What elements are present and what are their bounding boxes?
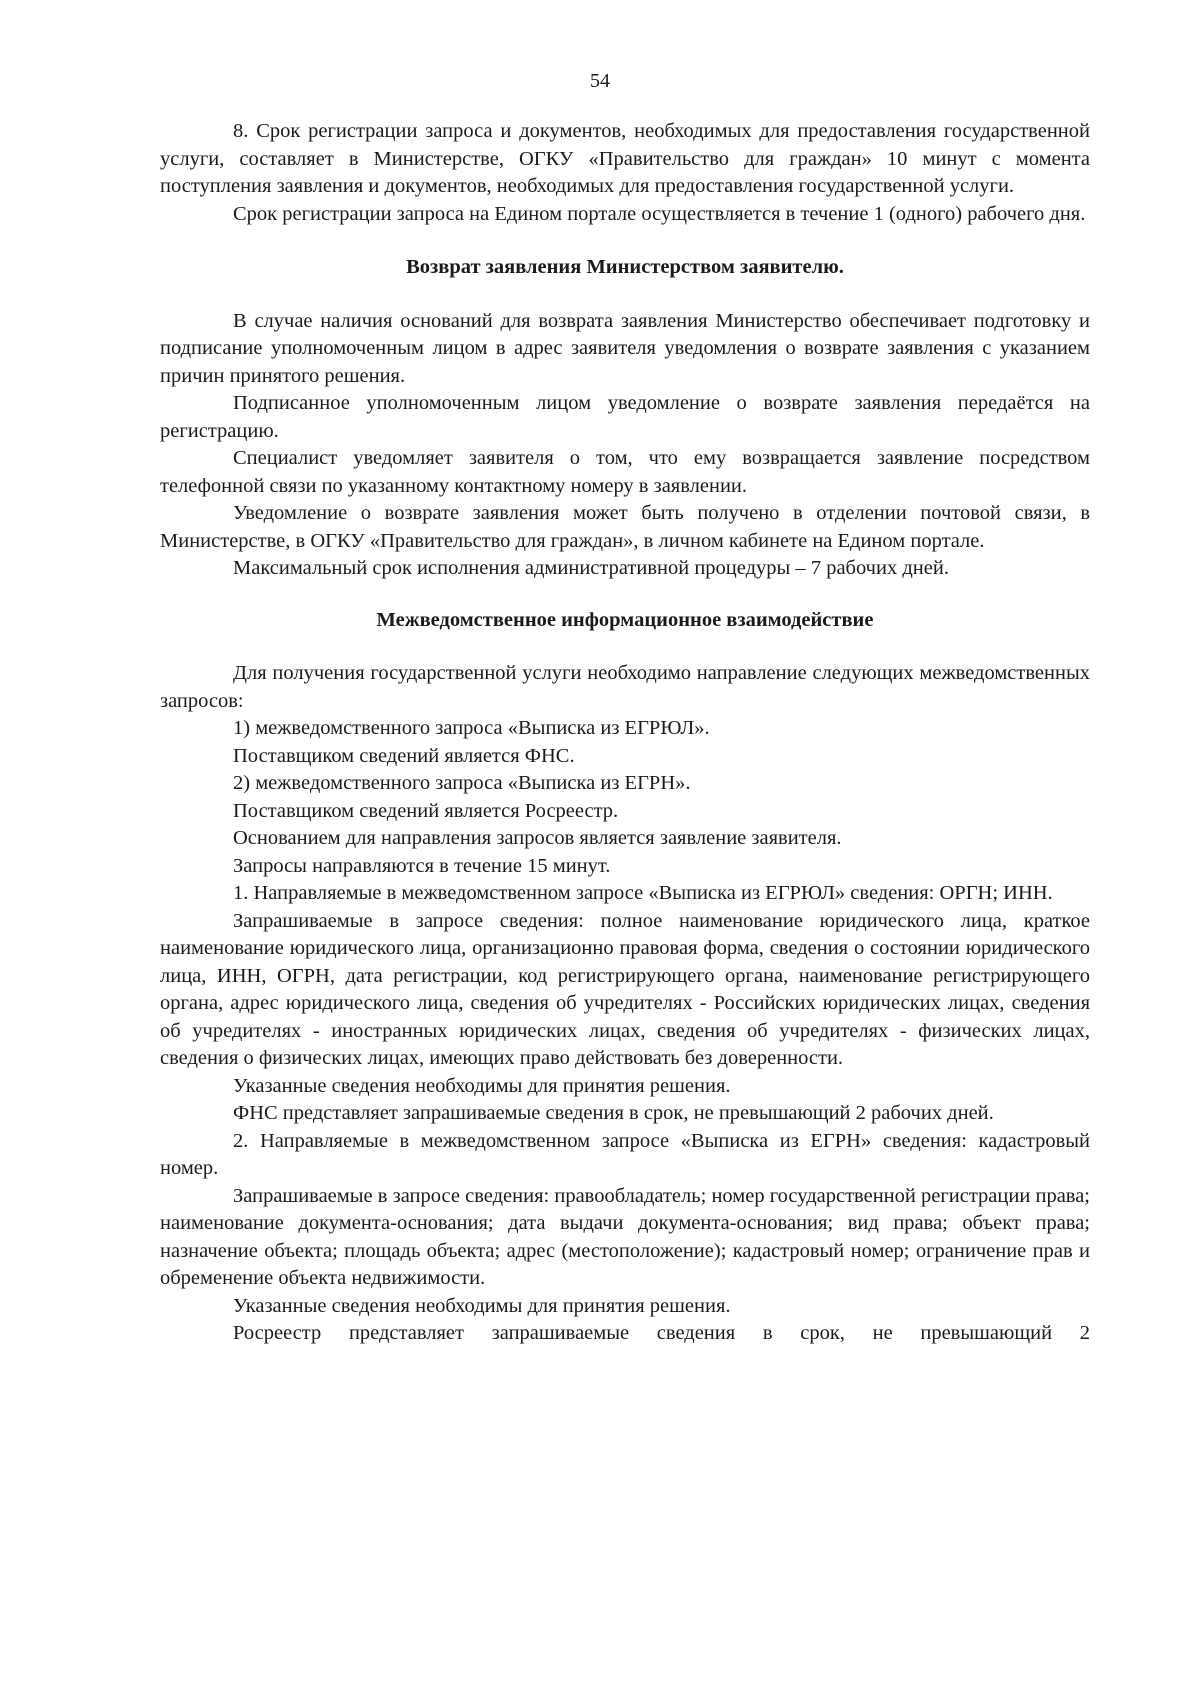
paragraph-egrn-sent: 2. Направляемые в межведомственном запросе «Выписка из ЕГРН» сведения: кадастровый номер. xyxy=(160,1129,1090,1179)
paragraph-registration-term: 8. Срок регистрации запроса и документов, необходимых для предоставления государственной услуги, составляет в Министерстве, ОГКУ «Правительство для граждан» 10 минут с момента поступления заявления и документов, необходимых для предоставления государственной услуги. xyxy=(160,120,1090,197)
list-item-request-2: 2) межведомственного запроса «Выписка из ЕГРН». xyxy=(233,772,691,794)
list-item-request-1: 1) межведомственного запроса «Выписка из ЕГРЮЛ». xyxy=(233,717,710,739)
paragraph-requests-needed: Для получения государственной услуги необходимо направление следующих межведомственных запросов: xyxy=(160,662,1090,712)
paragraph-send-time: Запросы направляются в течение 15 минут. xyxy=(233,854,611,877)
page-number: 54 xyxy=(590,70,610,92)
paragraph-basis: Основанием для направления запросов является заявление заявителя. xyxy=(233,827,842,849)
section-heading-return: Возврат заявления Министерством заявителю. xyxy=(406,256,844,278)
paragraph-notice-receipt: Уведомление о возврате заявления может быть получено в отделении почтовой связи, в Министерстве, в ОГКУ «Правительство для граждан», в личном кабинете на Едином портале. xyxy=(160,502,1090,552)
paragraph-egrul-needed: Указанные сведения необходимы для принятия решения. xyxy=(233,1074,731,1097)
paragraph-egrul-requested: Запрашиваемые в запросе сведения: полное наименование юридического лица, краткое наименование юридического лица, организационно правовая форма, сведения о состоянии юридического лица, ИНН, ОГРН, дата регистрации, код регистрирующего органа, наименование регистрирующего органа, адрес юридического лица, сведения об учредителях - Российских юридических лицах, сведения об учредителях - иностранных юридических лицах, сведения об учредителях - физических лицах, сведения о физических лицах, имеющих право действовать без доверенности. xyxy=(160,909,1090,1069)
paragraph-return-grounds: В случае наличия оснований для возврата заявления Министерство обеспечивает подготовку и подписание уполномоченным лицом в адрес заявителя уведомления о возврате заявления с указанием причин принятого решения. xyxy=(160,309,1090,387)
paragraph-egrul-sent: 1. Направляемые в межведомственном запросе «Выписка из ЕГРЮЛ» сведения: ОРГН; ИНН. xyxy=(233,882,1053,904)
section-heading-interagency: Межведомственное информационное взаимодействие xyxy=(376,608,874,631)
paragraph-egrn-requested: Запрашиваемые в запросе сведения: правообладатель; номер государственной регистрации права; наименование документа-основания; дата выдачи документа-основания; вид права; объект права; назначение объекта; площадь объекта; адрес (местоположение); кадастровый номер; ограничение прав и обременение объекта недвижимости. xyxy=(160,1184,1090,1289)
paragraph-specialist-notifies: Специалист уведомляет заявителя о том, что ему возвращается заявление посредством телефонной связи по указанному контактному номеру в заявлении. xyxy=(160,447,1090,497)
paragraph-supplier-fns: Поставщиком сведений является ФНС. xyxy=(233,744,575,767)
document-body xyxy=(160,118,1090,1348)
paragraph-supplier-rosreestr: Поставщиком сведений является Росреестр. xyxy=(233,799,619,822)
paragraph-fns-term: ФНС представляет запрашиваемые сведения в срок, не превышающий 2 рабочих дней. xyxy=(233,1102,994,1124)
paragraph-signed-notice: Подписанное уполномоченным лицом уведомление о возврате заявления передаётся на регистрацию. xyxy=(160,392,1090,442)
paragraph-max-term: Максимальный срок исполнения административной процедуры – 7 рабочих дней. xyxy=(233,557,949,579)
paragraph-portal-registration: Срок регистрации запроса на Едином портале осуществляется в течение 1 (одного) рабочего дня. xyxy=(233,202,1086,225)
paragraph-rosreestr-term: Росреестр представляет запрашиваемые сведения в срок, не превышающий 2 xyxy=(233,1322,1090,1344)
paragraph-egrn-needed: Указанные сведения необходимы для принятия решения. xyxy=(233,1294,731,1317)
